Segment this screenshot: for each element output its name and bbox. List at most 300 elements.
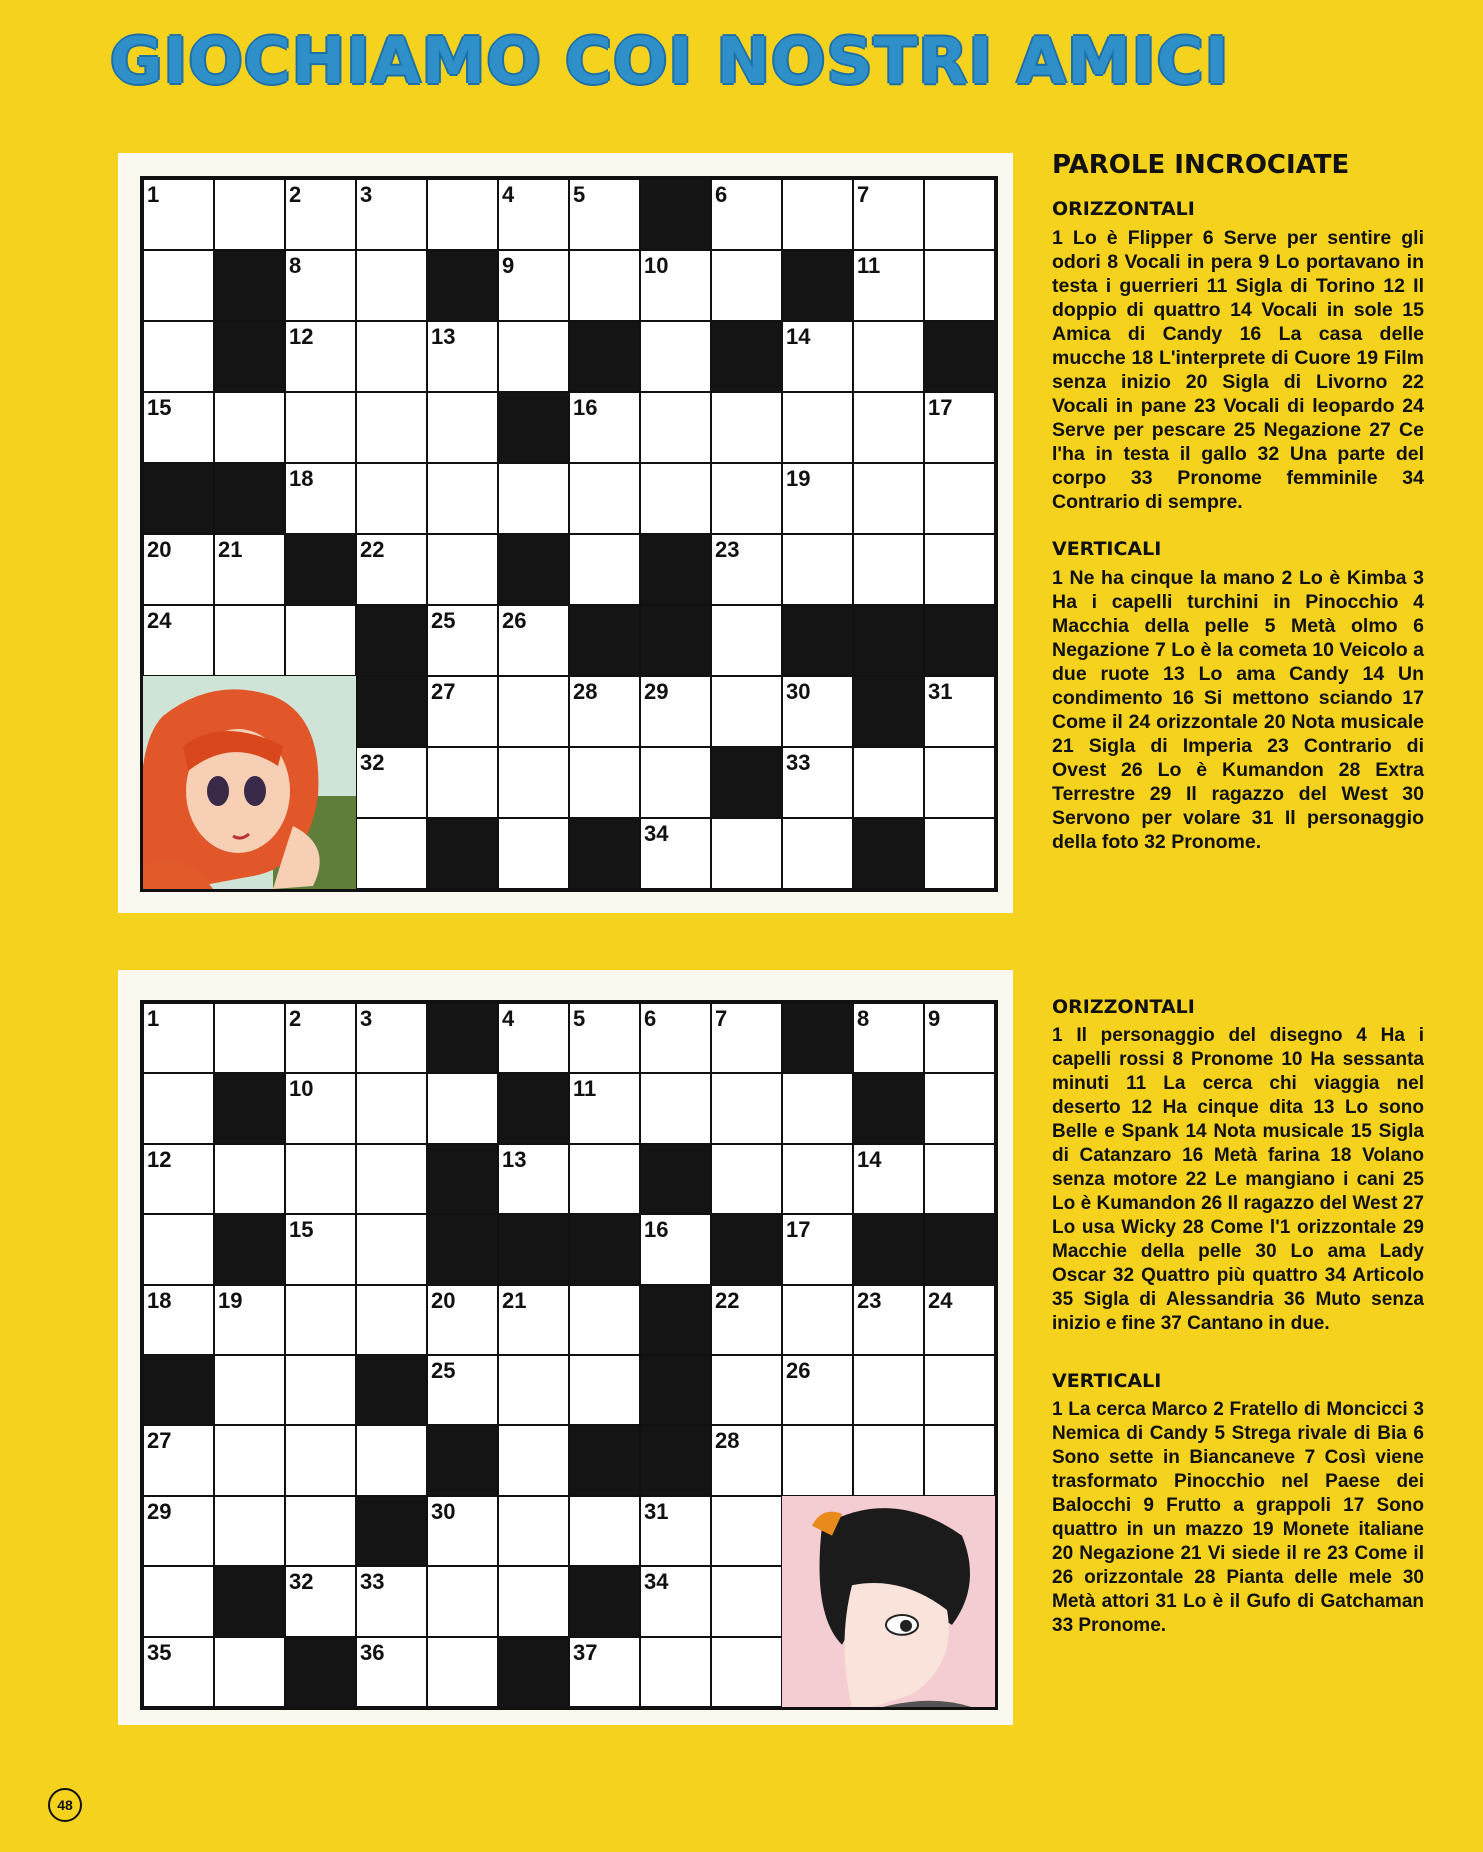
- grid-cell[interactable]: [285, 1285, 356, 1355]
- cell-number: 12: [289, 324, 314, 349]
- grid-cell[interactable]: [569, 250, 640, 321]
- black-cell: [356, 1496, 427, 1566]
- cell-number: 21: [502, 1287, 527, 1313]
- grid-cell[interactable]: [427, 392, 498, 463]
- grid-cell[interactable]: [924, 250, 995, 321]
- grid-cell[interactable]: [924, 534, 995, 605]
- grid-cell[interactable]: [285, 1566, 356, 1636]
- grid-cell[interactable]: [498, 1285, 569, 1355]
- grid-cell[interactable]: [214, 179, 285, 250]
- black-cell: [924, 321, 995, 392]
- black-cell: [214, 1566, 285, 1636]
- black-cell: [214, 1214, 285, 1284]
- black-cell: [853, 818, 924, 889]
- cell-number: 4: [502, 1006, 515, 1031]
- cell-number: 5: [573, 182, 586, 207]
- cell-number: 14: [786, 324, 811, 349]
- grid-cell[interactable]: [143, 605, 214, 676]
- black-cell: [853, 676, 924, 747]
- grid-cell[interactable]: [853, 463, 924, 534]
- grid-cell[interactable]: [640, 1566, 711, 1636]
- grid-cell[interactable]: [640, 1214, 711, 1284]
- grid-cell[interactable]: [498, 818, 569, 889]
- cell-number: 2: [289, 1006, 302, 1031]
- cell-number: 18: [147, 1287, 172, 1313]
- grid-cell[interactable]: [569, 1073, 640, 1143]
- cell-number: 19: [218, 1287, 243, 1313]
- cell-number: 11: [857, 253, 881, 278]
- cell-number: 12: [147, 1146, 172, 1172]
- cell-number: 22: [715, 1287, 740, 1313]
- grid-cell[interactable]: [853, 179, 924, 250]
- black-cell: [853, 1214, 924, 1284]
- grid-cell[interactable]: [356, 250, 427, 321]
- grid-cell[interactable]: [143, 1144, 214, 1214]
- grid-cell[interactable]: [569, 1144, 640, 1214]
- grid-cell[interactable]: [924, 1285, 995, 1355]
- grid-cell[interactable]: [782, 1285, 853, 1355]
- grid-cell[interactable]: [640, 1073, 711, 1143]
- grid-cell[interactable]: [853, 392, 924, 463]
- grid-cell[interactable]: [711, 392, 782, 463]
- grid-cell[interactable]: [214, 1496, 285, 1566]
- black-cell: [427, 818, 498, 889]
- grid-cell[interactable]: [356, 179, 427, 250]
- cell-number: 37: [573, 1639, 598, 1665]
- grid-cell[interactable]: [569, 1355, 640, 1425]
- grid-cell[interactable]: [356, 1003, 427, 1073]
- black-cell: [427, 1425, 498, 1495]
- grid-cell[interactable]: [853, 1144, 924, 1214]
- cell-number: 29: [644, 679, 669, 704]
- grid-cell[interactable]: [711, 1496, 782, 1566]
- grid-cell[interactable]: [924, 747, 995, 818]
- grid-cell[interactable]: [569, 1285, 640, 1355]
- grid-cell[interactable]: [640, 818, 711, 889]
- cell-number: 32: [289, 1569, 314, 1595]
- grid-cell[interactable]: [782, 1144, 853, 1214]
- grid-cell[interactable]: [569, 1496, 640, 1566]
- page-number: 48: [48, 1788, 82, 1822]
- grid-cell[interactable]: [853, 321, 924, 392]
- grid-cell[interactable]: [285, 1355, 356, 1425]
- grid-cell[interactable]: [143, 321, 214, 392]
- grid-cell[interactable]: [924, 1003, 995, 1073]
- grid-cell[interactable]: [143, 1496, 214, 1566]
- black-cell: [498, 534, 569, 605]
- cell-number: 1: [147, 1006, 160, 1031]
- grid-cell[interactable]: [427, 463, 498, 534]
- grid-cell[interactable]: [711, 818, 782, 889]
- grid-cell[interactable]: [356, 463, 427, 534]
- grid-cell[interactable]: [427, 534, 498, 605]
- crossword-grid-2: [140, 1000, 998, 1710]
- grid-cell[interactable]: [782, 179, 853, 250]
- crossword-grid-1: [140, 176, 998, 892]
- cell-number: 27: [431, 679, 456, 704]
- grid-cell[interactable]: [853, 747, 924, 818]
- grid-cell[interactable]: [356, 747, 427, 818]
- grid-cell[interactable]: [711, 463, 782, 534]
- grid-cell[interactable]: [782, 463, 853, 534]
- cell-number: 11: [573, 1076, 597, 1102]
- grid-cell[interactable]: [782, 392, 853, 463]
- grid-cell[interactable]: [356, 1425, 427, 1495]
- grid-cell[interactable]: [853, 1285, 924, 1355]
- black-cell: [782, 1003, 853, 1073]
- grid-cell[interactable]: [498, 463, 569, 534]
- grid-cell[interactable]: [214, 392, 285, 463]
- grid-cell[interactable]: [498, 747, 569, 818]
- grid-cell[interactable]: [569, 463, 640, 534]
- cell-number: 35: [147, 1639, 172, 1665]
- black-cell: [143, 463, 214, 534]
- grid-cell[interactable]: [214, 1425, 285, 1495]
- black-cell: [569, 1214, 640, 1284]
- grid-cell[interactable]: [285, 605, 356, 676]
- cell-number: 17: [928, 395, 953, 420]
- grid-cell[interactable]: [782, 321, 853, 392]
- cell-number: 20: [431, 1287, 456, 1313]
- grid-cell[interactable]: [498, 1425, 569, 1495]
- grid-cell[interactable]: [143, 1425, 214, 1495]
- black-cell: [640, 1285, 711, 1355]
- black-cell: [427, 1003, 498, 1073]
- grid-cell[interactable]: [427, 179, 498, 250]
- grid-cell[interactable]: [711, 1355, 782, 1425]
- cell-number: 26: [786, 1357, 811, 1383]
- grid-cell[interactable]: [924, 1073, 995, 1143]
- cell-number: 15: [147, 395, 172, 420]
- cell-number: 10: [644, 253, 669, 278]
- grid-cell[interactable]: [285, 321, 356, 392]
- grid-cell[interactable]: [569, 534, 640, 605]
- cell-number: 6: [715, 182, 728, 207]
- black-cell: [143, 1355, 214, 1425]
- grid-cell[interactable]: [356, 1214, 427, 1284]
- page-title: GIOCHIAMO COI NOSTRI AMICI: [110, 25, 1230, 99]
- grid-cell[interactable]: [143, 1566, 214, 1636]
- grid-cell[interactable]: [569, 676, 640, 747]
- grid-cell[interactable]: [924, 1355, 995, 1425]
- cell-number: 30: [431, 1498, 456, 1524]
- black-cell: [711, 321, 782, 392]
- cell-number: 23: [857, 1287, 882, 1313]
- grid-cell[interactable]: [285, 1214, 356, 1284]
- cell-number: 30: [786, 679, 811, 704]
- grid-cell[interactable]: [427, 321, 498, 392]
- grid-cell[interactable]: [711, 1144, 782, 1214]
- clues-column-2: [1052, 996, 1424, 1638]
- across-clues: 1 Lo è Flipper 6 Serve per sentire gli odori 8 Vocali in pera 9 Lo portavano in testa i guerrieri 11 Sigla di Torino 12 Il doppio di quattro 14 Vocali in sole 15 Amica di Candy 16 La casa delle mucche 18 L'interprete di Cuore 19 Film senza inizio 20 Sigla di Livorno 22 Vocali in pane 23 Vocali di leopardo 24 Serve per pescare 25 Negazione 27 Ce l'ha in testa il gallo 32 Una parte del corpo 33 Pronome femminile 34 Contrario di sempre.: [1052, 227, 1424, 513]
- grid-cell[interactable]: [711, 534, 782, 605]
- grid-cell[interactable]: [356, 392, 427, 463]
- grid-cell[interactable]: [143, 179, 214, 250]
- cell-number: 16: [573, 395, 598, 420]
- grid-cell[interactable]: [285, 1003, 356, 1073]
- cell-number: 28: [715, 1428, 740, 1454]
- black-cell: [640, 179, 711, 250]
- down-clues: 1 La cerca Marco 2 Fratello di Moncicci 3 Nemica di Candy 5 Strega rivale di Bia 6 Sono sette in Biancaneve 7 Così viene trasformato Pinocchio nel Paese dei Balocchi 9 Frutto a grappoli 17 Sono quattro in un mazzo 19 Monete italiane 20 Negazione 21 Vi siede il re 23 Come il 26 orizzontale 28 Pianta delle mele 30 Metà attori 31 Lo è il Gufo di Gatchaman 33 Pronome.: [1052, 1399, 1424, 1636]
- black-cell: [782, 250, 853, 321]
- section-title: PAROLE INCROCIATE: [1052, 150, 1350, 180]
- black-cell: [569, 605, 640, 676]
- grid-cell[interactable]: [285, 179, 356, 250]
- across-heading: ORIZZONTALI: [1052, 198, 1195, 220]
- cell-number: 1: [147, 182, 160, 207]
- cell-number: 3: [360, 1006, 373, 1031]
- grid-cell[interactable]: [427, 676, 498, 747]
- cell-number: 31: [928, 679, 953, 704]
- grid-cell[interactable]: [498, 676, 569, 747]
- cell-number: 6: [644, 1006, 657, 1031]
- grid-cell[interactable]: [356, 1073, 427, 1143]
- grid-cell[interactable]: [427, 1496, 498, 1566]
- grid-cell[interactable]: [356, 1637, 427, 1707]
- grid-cell[interactable]: [640, 1003, 711, 1073]
- grid-cell[interactable]: [711, 250, 782, 321]
- cell-number: 15: [289, 1217, 314, 1243]
- cell-number: 22: [360, 537, 385, 562]
- grid-cell[interactable]: [782, 676, 853, 747]
- down-heading: VERTICALI: [1052, 1370, 1162, 1392]
- grid-cell[interactable]: [285, 250, 356, 321]
- cell-number: 24: [147, 608, 172, 633]
- black-cell: [214, 250, 285, 321]
- grid-cell[interactable]: [285, 463, 356, 534]
- black-cell: [640, 605, 711, 676]
- grid-cell[interactable]: [285, 1073, 356, 1143]
- grid-cell[interactable]: [924, 179, 995, 250]
- black-cell: [853, 1073, 924, 1143]
- cell-number: 34: [644, 821, 669, 846]
- grid-cell[interactable]: [924, 392, 995, 463]
- grid-cell[interactable]: [782, 1073, 853, 1143]
- black-cell: [924, 1214, 995, 1284]
- grid-cell[interactable]: [427, 1637, 498, 1707]
- grid-cell[interactable]: [569, 179, 640, 250]
- black-cell: [711, 1214, 782, 1284]
- cell-number: 31: [644, 1498, 669, 1524]
- grid-cell[interactable]: [924, 818, 995, 889]
- grid-cell[interactable]: [640, 250, 711, 321]
- grid-cell[interactable]: [569, 1637, 640, 1707]
- black-cell: [569, 1566, 640, 1636]
- grid-cell[interactable]: [143, 534, 214, 605]
- cell-number: 24: [928, 1287, 953, 1313]
- black-cell: [356, 605, 427, 676]
- grid-cell[interactable]: [285, 392, 356, 463]
- grid-cell[interactable]: [214, 1285, 285, 1355]
- black-cell: [569, 321, 640, 392]
- grid-cell[interactable]: [640, 1496, 711, 1566]
- grid-cell[interactable]: [143, 250, 214, 321]
- black-cell: [498, 1073, 569, 1143]
- black-cell: [640, 1144, 711, 1214]
- grid-cell[interactable]: [143, 1214, 214, 1284]
- grid-cell[interactable]: [356, 321, 427, 392]
- grid-cell[interactable]: [498, 1496, 569, 1566]
- grid-cell[interactable]: [569, 1003, 640, 1073]
- grid-cell[interactable]: [711, 676, 782, 747]
- grid-cell[interactable]: [143, 1003, 214, 1073]
- grid-cell[interactable]: [356, 1144, 427, 1214]
- black-cell: [427, 250, 498, 321]
- clues-column-1: [1052, 150, 1424, 854]
- grid-cell[interactable]: [711, 1566, 782, 1636]
- grid-cell[interactable]: [711, 1637, 782, 1707]
- crossword-panel-2: [118, 970, 1013, 1725]
- grid-cell[interactable]: [214, 605, 285, 676]
- grid-cell[interactable]: [782, 1214, 853, 1284]
- cell-number: 25: [431, 608, 456, 633]
- grid-cell[interactable]: [853, 250, 924, 321]
- cell-number: 13: [502, 1146, 527, 1172]
- grid-cell[interactable]: [356, 1285, 427, 1355]
- grid-cell[interactable]: [711, 1425, 782, 1495]
- grid-cell[interactable]: [640, 463, 711, 534]
- grid-cell[interactable]: [782, 1425, 853, 1495]
- grid-cell[interactable]: [143, 1285, 214, 1355]
- cell-number: 18: [289, 466, 314, 491]
- cell-number: 26: [502, 608, 527, 633]
- character-illustration: [143, 676, 356, 889]
- crossword-panel-1: [118, 153, 1013, 913]
- grid-cell[interactable]: [569, 747, 640, 818]
- cell-number: 19: [786, 466, 811, 491]
- grid-cell[interactable]: [214, 1355, 285, 1425]
- cell-number: 27: [147, 1428, 172, 1454]
- cell-number: 4: [502, 182, 515, 207]
- grid-cell[interactable]: [143, 1637, 214, 1707]
- cell-number: 7: [857, 182, 870, 207]
- black-cell: [569, 1425, 640, 1495]
- grid-cell[interactable]: [640, 1637, 711, 1707]
- cell-number: 25: [431, 1357, 456, 1383]
- cell-number: 33: [360, 1569, 385, 1595]
- grid-cell[interactable]: [427, 1285, 498, 1355]
- grid-cell[interactable]: [285, 1496, 356, 1566]
- grid-cell[interactable]: [214, 534, 285, 605]
- cell-number: 34: [644, 1569, 669, 1595]
- grid-cell[interactable]: [498, 321, 569, 392]
- grid-cell[interactable]: [427, 1566, 498, 1636]
- cell-number: 28: [573, 679, 598, 704]
- grid-cell[interactable]: [924, 1425, 995, 1495]
- grid-cell[interactable]: [711, 1285, 782, 1355]
- grid-cell[interactable]: [498, 605, 569, 676]
- character-illustration: [782, 1496, 995, 1707]
- cell-number: 8: [857, 1006, 870, 1031]
- grid-cell[interactable]: [498, 1355, 569, 1425]
- cell-number: 16: [644, 1217, 669, 1243]
- grid-cell[interactable]: [569, 392, 640, 463]
- cell-number: 17: [786, 1217, 811, 1243]
- cell-number: 36: [360, 1639, 385, 1665]
- black-cell: [711, 747, 782, 818]
- grid-cell[interactable]: [143, 1073, 214, 1143]
- grid-cell[interactable]: [498, 179, 569, 250]
- cell-number: 7: [715, 1006, 728, 1031]
- black-cell: [498, 1637, 569, 1707]
- grid-cell[interactable]: [711, 1073, 782, 1143]
- grid-cell[interactable]: [711, 1003, 782, 1073]
- black-cell: [285, 1637, 356, 1707]
- grid-cell[interactable]: [782, 1355, 853, 1425]
- grid-cell[interactable]: [924, 463, 995, 534]
- grid-cell[interactable]: [356, 1566, 427, 1636]
- grid-cell[interactable]: [285, 1144, 356, 1214]
- across-heading: ORIZZONTALI: [1052, 996, 1195, 1018]
- grid-cell[interactable]: [640, 392, 711, 463]
- black-cell: [356, 676, 427, 747]
- black-cell: [853, 605, 924, 676]
- black-cell: [924, 605, 995, 676]
- grid-cell[interactable]: [853, 534, 924, 605]
- grid-cell[interactable]: [356, 534, 427, 605]
- cell-number: 29: [147, 1498, 172, 1524]
- cell-number: 21: [218, 537, 243, 562]
- grid-cell[interactable]: [782, 747, 853, 818]
- cell-number: 32: [360, 750, 385, 775]
- grid-cell[interactable]: [498, 1566, 569, 1636]
- grid-cell[interactable]: [427, 1073, 498, 1143]
- black-cell: [427, 1144, 498, 1214]
- grid-cell[interactable]: [853, 1425, 924, 1495]
- cell-number: 14: [857, 1146, 882, 1172]
- grid-cell[interactable]: [427, 1355, 498, 1425]
- grid-cell[interactable]: [640, 747, 711, 818]
- grid-cell[interactable]: [427, 605, 498, 676]
- grid-cell[interactable]: [924, 1144, 995, 1214]
- black-cell: [640, 1425, 711, 1495]
- grid-cell[interactable]: [640, 321, 711, 392]
- grid-cell[interactable]: [782, 818, 853, 889]
- grid-cell[interactable]: [285, 1425, 356, 1495]
- grid-cell[interactable]: [853, 1355, 924, 1425]
- grid-cell[interactable]: [924, 676, 995, 747]
- grid-cell[interactable]: [356, 818, 427, 889]
- black-cell: [782, 605, 853, 676]
- grid-cell[interactable]: [853, 1003, 924, 1073]
- black-cell: [427, 1214, 498, 1284]
- grid-cell[interactable]: [498, 1144, 569, 1214]
- grid-cell[interactable]: [498, 1003, 569, 1073]
- grid-cell[interactable]: [214, 1003, 285, 1073]
- black-cell: [214, 463, 285, 534]
- black-cell: [640, 534, 711, 605]
- grid-cell[interactable]: [711, 605, 782, 676]
- cell-number: 23: [715, 537, 740, 562]
- cell-number: 9: [502, 253, 515, 278]
- grid-cell[interactable]: [640, 676, 711, 747]
- black-cell: [285, 534, 356, 605]
- across-clues: 1 Il personaggio del disegno 4 Ha i capelli rossi 8 Pronome 10 Ha sessanta minuti 11 La cerca chi viaggia nel deserto 12 Ha cinque dita 13 Lo sono Belle e Spank 14 Nota musicale 15 Sigla di Catanzaro 16 Metà farina 18 Volano senza motore 22 Le mangiano i cani 25 Lo è Kumandon 26 Il ragazzo del West 27 Lo usa Wicky 28 Come l'1 orizzontale 29 Macchie della pelle 30 Lo ama Lady Oscar 32 Quattro più quattro 34 Articolo 35 Sigla di Alessandria 36 Muto senza inizio e fine 37 Cantano in due.: [1052, 1025, 1424, 1334]
- grid-cell[interactable]: [427, 747, 498, 818]
- black-cell: [640, 1355, 711, 1425]
- grid-cell[interactable]: [782, 534, 853, 605]
- grid-cell[interactable]: [214, 1144, 285, 1214]
- grid-cell[interactable]: [214, 1637, 285, 1707]
- black-cell: [569, 818, 640, 889]
- cell-number: 9: [928, 1006, 941, 1031]
- grid-cell[interactable]: [498, 250, 569, 321]
- cell-number: 2: [289, 182, 302, 207]
- cell-number: 33: [786, 750, 811, 775]
- grid-cell[interactable]: [711, 179, 782, 250]
- black-cell: [214, 321, 285, 392]
- grid-cell[interactable]: [143, 392, 214, 463]
